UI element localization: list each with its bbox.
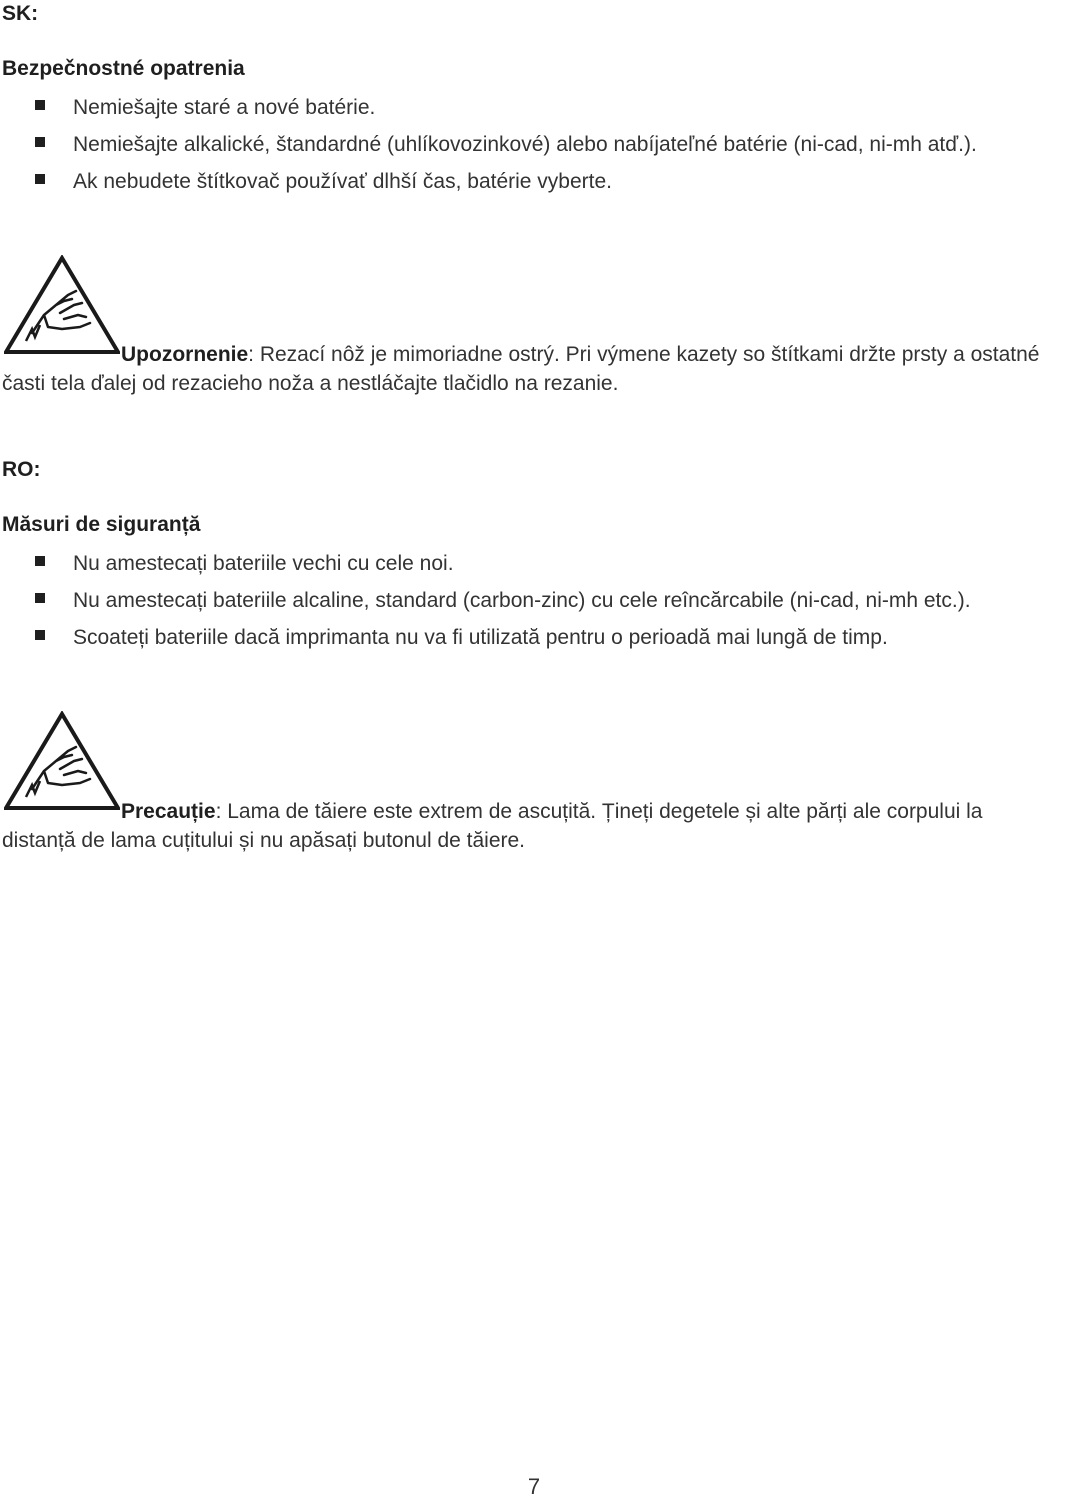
warning-text-ro: : Lama de tăiere este extrem de ascuțită. Țineți degetele și alte părți ale corpului la distanță de lama cuțitului și nu apăsați butonul de tăiere. (2, 800, 983, 852)
warning-text-sk: : Rezací nôž je mimoriadne ostrý. Pri výmene kazety so štítkami držte prsty a ostatné časti tela ďalej od rezacieho noža a nestláčajte tlačidlo na rezanie. (2, 343, 1040, 395)
warning-label-ro: Precauție (121, 800, 216, 823)
bullet-square-icon (35, 593, 45, 603)
section-heading-ro: Măsuri de siguranță (2, 513, 201, 536)
list-item: Nu amestecați bateriile vechi cu cele noi. (0, 549, 1068, 578)
cut-hazard-warning-icon (4, 711, 120, 811)
warning-label-sk: Upozornenie (121, 343, 249, 366)
list-item: Nemiešajte staré a nové batérie. (0, 93, 1068, 122)
bullet-square-icon (35, 100, 45, 110)
bullet-square-icon (35, 630, 45, 640)
bullet-list-sk (0, 93, 1068, 204)
list-item: Nemiešajte alkalické, štandardné (uhlíkovozinkové) alebo nabíjateľné batérie (ni-cad, ni-mh atď.). (0, 130, 1068, 159)
warning-paragraph-ro (2, 797, 1042, 855)
warning-paragraph-sk (2, 340, 1042, 398)
list-item: Scoateți bateriile dacă imprimanta nu va fi utilizată pentru o perioadă mai lungă de timp. (0, 623, 1068, 652)
list-item: Ak nebudete štítkovač používať dlhší čas, batérie vyberte. (0, 167, 1068, 196)
bullet-list-ro (0, 549, 1068, 660)
section-heading-sk: Bezpečnostné opatrenia (2, 57, 245, 80)
list-item: Nu amestecați bateriile alcaline, standard (carbon-zinc) cu cele reîncărcabile (ni-cad, ni-mh etc.). (0, 586, 1068, 615)
language-label-sk: SK: (2, 2, 39, 25)
bullet-square-icon (35, 137, 45, 147)
bullet-square-icon (35, 174, 45, 184)
page-number: 7 (527, 1474, 541, 1499)
bullet-square-icon (35, 556, 45, 566)
language-label-ro: RO: (2, 458, 41, 481)
